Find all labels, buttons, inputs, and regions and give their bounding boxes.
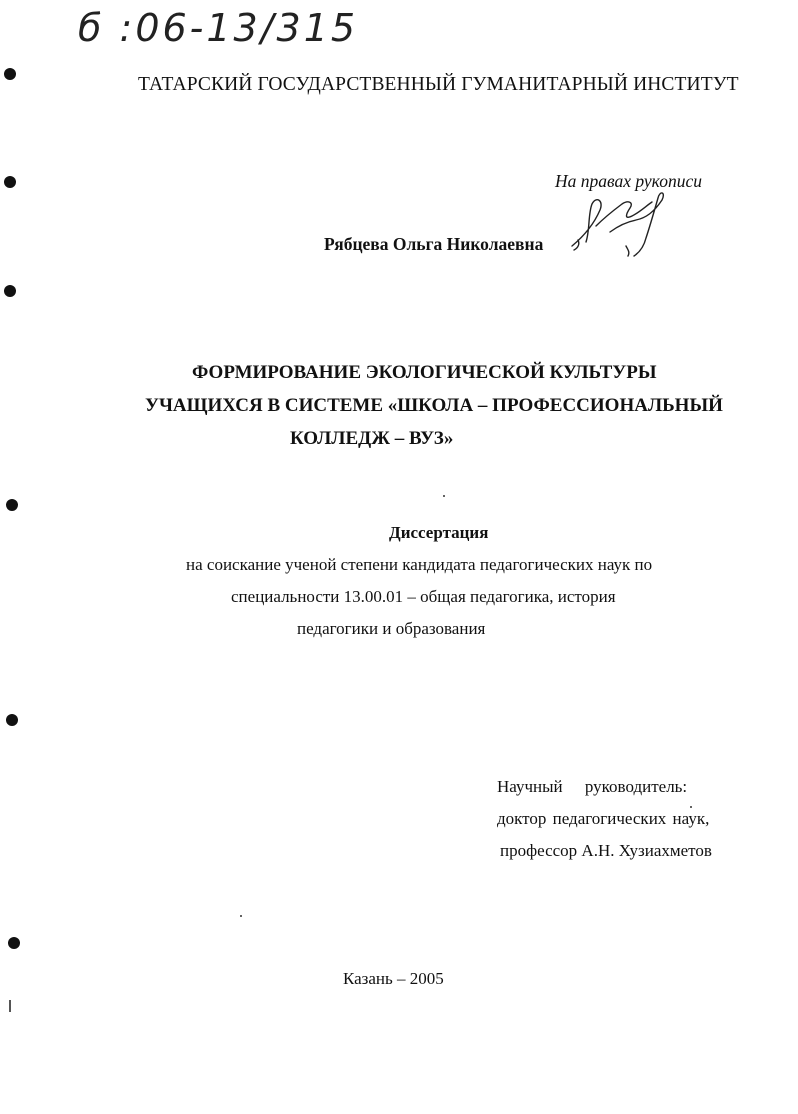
degree-line: на соискание ученой степени кандидата педагогических наук по <box>186 555 653 574</box>
thesis-title-line: УЧАЩИХСЯ В СИСТЕМЕ «ШКОЛА – ПРОФЕССИОНАЛЬНЫЙ <box>145 395 723 416</box>
degree-line: педагогики и образования <box>297 619 486 638</box>
document-type: Диссертация <box>389 523 489 542</box>
supervisor-line: профессор А.Н. Хузиахметов <box>500 841 712 860</box>
binder-hole <box>4 285 16 297</box>
binder-hole <box>8 937 20 949</box>
binder-hole <box>6 714 18 726</box>
city-year: Казань – 2005 <box>343 969 444 988</box>
binder-hole <box>6 499 18 511</box>
manuscript-rights: На правах рукописи <box>555 171 702 191</box>
scan-speck <box>240 915 242 917</box>
degree-line: специальности 13.00.01 – общая педагогика, история <box>231 587 616 606</box>
scan-mark <box>9 1000 11 1012</box>
scan-speck <box>690 806 692 808</box>
institute-name: ТАТАРСКИЙ ГОСУДАРСТВЕННЫЙ ГУМАНИТАРНЫЙ ИНСТИТУТ <box>138 74 739 95</box>
supervisor-line: Научный руководитель: <box>497 777 688 796</box>
supervisor-line: доктор педагогических наук, <box>497 809 710 828</box>
author-signature <box>566 186 676 258</box>
thesis-title-line: ФОРМИРОВАНИЕ ЭКОЛОГИЧЕСКОЙ КУЛЬТУРЫ <box>192 362 657 383</box>
handwritten-number: б :06-13/315 <box>78 6 359 50</box>
binder-hole <box>4 68 16 80</box>
scan-speck <box>443 495 445 497</box>
author-name: Рябцева Ольга Николаевна <box>324 234 544 254</box>
thesis-title-line: КОЛЛЕДЖ – ВУЗ» <box>290 428 454 449</box>
binder-hole <box>4 176 16 188</box>
